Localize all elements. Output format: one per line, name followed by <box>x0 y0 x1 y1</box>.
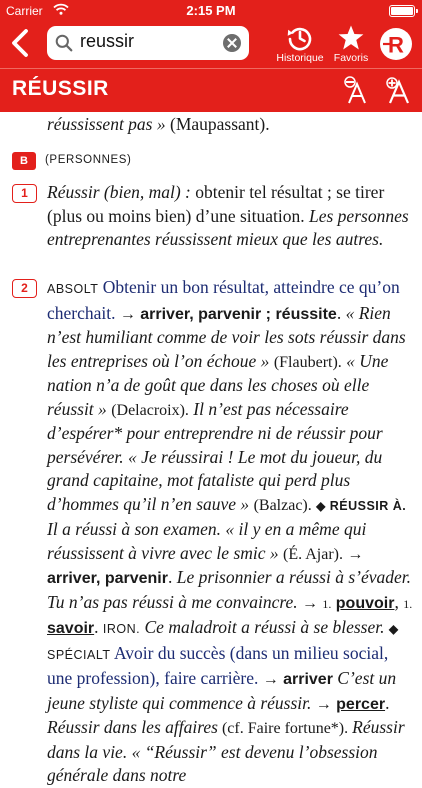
quote-text: « Rien n’est humiliant comme de voir les sots réussir dans les entreprises où l’on échoue » <box>47 302 406 371</box>
search-field[interactable] <box>47 26 249 60</box>
search-query[interactable]: reussir <box>80 31 135 51</box>
example-text: Ce maladroit a réussi à se blesser. <box>144 617 385 637</box>
example-text: Les personnes entreprenantes réussissent mieux que les autres. <box>47 205 409 249</box>
battery-icon <box>389 5 415 17</box>
svg-text:R: R <box>388 32 404 58</box>
previous-example <box>47 113 417 137</box>
usage-text: Réussir (bien, mal) : <box>47 182 191 202</box>
history-icon <box>285 24 315 52</box>
font-decrease-icon[interactable] <box>344 77 368 105</box>
usage-label: ABSOLT <box>47 282 99 296</box>
quote-text: « il y en a même qui réussissent à vivre avec le smic » <box>47 519 367 563</box>
section-label: (PERSONNES) <box>45 154 132 167</box>
example-text: Réussir dans la vie. <box>47 717 405 762</box>
definition-text: Avoir du succès (dans un milieu social, une profession), faire carrière. <box>47 642 389 688</box>
status-bar <box>0 0 422 22</box>
carrier-label: Carrier <box>6 4 43 18</box>
homograph-number: 1. <box>403 596 413 611</box>
usage-label: SPÉCIALT <box>47 647 111 662</box>
usage-label: IRON. <box>102 622 141 636</box>
entry-header <box>0 68 422 112</box>
quote-text: « “Réussir” est devenu l’obsession générale dans notre <box>47 741 378 785</box>
star-icon <box>337 24 365 52</box>
example-source: (Maupassant). <box>165 114 270 134</box>
top-bar <box>0 0 422 112</box>
history-button[interactable] <box>272 24 328 64</box>
dictionary-entry <box>0 112 422 785</box>
font-increase-icon[interactable] <box>386 77 410 105</box>
history-label: Historique <box>276 52 324 64</box>
favorites-button[interactable] <box>330 24 372 64</box>
headword: RÉUSSIR <box>12 77 109 100</box>
back-chevron-icon[interactable] <box>8 28 34 58</box>
favorites-label: Favoris <box>333 52 369 64</box>
sense-1 <box>47 181 413 252</box>
sense-number-badge: 2 <box>12 279 37 298</box>
homograph-number: 1. <box>322 596 332 611</box>
section-letter-badge: B <box>12 152 36 170</box>
example-text: Il a réussi à son examen. <box>47 519 222 539</box>
subsense-label: RÉUSSIR À. <box>329 498 407 513</box>
see-also-link[interactable]: arriver, parvenir ; réussite <box>140 305 337 323</box>
robert-logo-icon[interactable] <box>380 28 412 60</box>
see-also-link[interactable]: arriver <box>283 671 333 688</box>
definition-text: obtenir tel résultat ; se tirer (plus ou moins bien) d’une situation. <box>47 182 385 226</box>
see-also-link[interactable]: percer <box>336 695 386 713</box>
cross-reference: (cf. Faire fortune*). <box>217 720 353 737</box>
quote-source: (Balzac). <box>253 496 312 514</box>
example-text: Il n’est pas nécessaire d’espérer* pour entreprendre ni de réussir pour persévérer. <box>47 398 383 467</box>
see-also-link[interactable]: pouvoir <box>335 594 395 612</box>
quote-source: (Flaubert). <box>273 353 342 371</box>
quote-text: « Je réussirai ! Le mot du joueur, du grand capitaine, mot fataliste qui perd plus d’hommes qu’il n’en sauve » <box>47 446 383 514</box>
example-text: C’est un jeune styliste qui commence à réussir. <box>47 668 397 713</box>
example-text: Le prisonnier a réussi à s’évader. Tu n’as pas réussi à me convaincre. <box>47 567 412 612</box>
quote-source: (Delacroix). <box>111 401 189 419</box>
sense-2: ABSOLT Obtenir un bon résultat, atteindre ce qu’on cherchait. → arriver, parvenir ; réussite. « Rien n’est humiliant comme de voir les sots réussir dans les entreprises où l’on échoue » (Flaubert). « Une nation n’a de goût que dans les choses où elle réussit » (Delacroix). Il n’est pas nécessaire d’espérer* pour entreprendre ni de réussir pour persévérer. « Je réussirai ! Le mot du joueur, du grand capitaine, mot fataliste qui perd plus d’hommes qu’il n’en sauve » (Balzac). ◆ RÉUSSIR À. Il a réussi à son examen. « il y en a même qui réussissent à vivre avec le smic » (É. Ajar). → arriver, parvenir. Le prisonnier a réussi à s’évader. Tu n’as pas réussi à me convaincre. → 1. pouvoir, 1. savoir. IRON. Ce maladroit a réussi à se blesser. ◆ SPÉCIALT Avoir du succès (dans un milieu social, une profession), faire carrière. → arriver C’est un jeune styliste qui commence à réussir. → percer. Réussir dans les affaires (cf. Faire fortune*). Réussir dans la vie. « “Réussir” est devenu l’obsession générale dans notre <box>47 277 413 785</box>
definition-text: Obtenir un bon résultat, atteindre ce qu’on cherchait. <box>47 277 400 323</box>
section-header <box>12 148 412 173</box>
example-text: Réussir dans les affaires <box>47 717 218 737</box>
search-icon <box>55 34 73 52</box>
example-text: réussissent pas » <box>47 114 166 134</box>
quote-source: (É. Ajar). <box>283 545 344 563</box>
quote-text: « Une nation n’a de goût que dans les choses où elle réussit » <box>47 350 389 419</box>
clear-icon[interactable] <box>223 34 241 52</box>
see-also-link[interactable]: arriver, parvenir <box>47 570 168 587</box>
sense-number-badge: 1 <box>12 184 37 203</box>
see-also-link[interactable]: savoir <box>47 620 95 637</box>
status-time: 2:15 PM <box>186 3 236 18</box>
